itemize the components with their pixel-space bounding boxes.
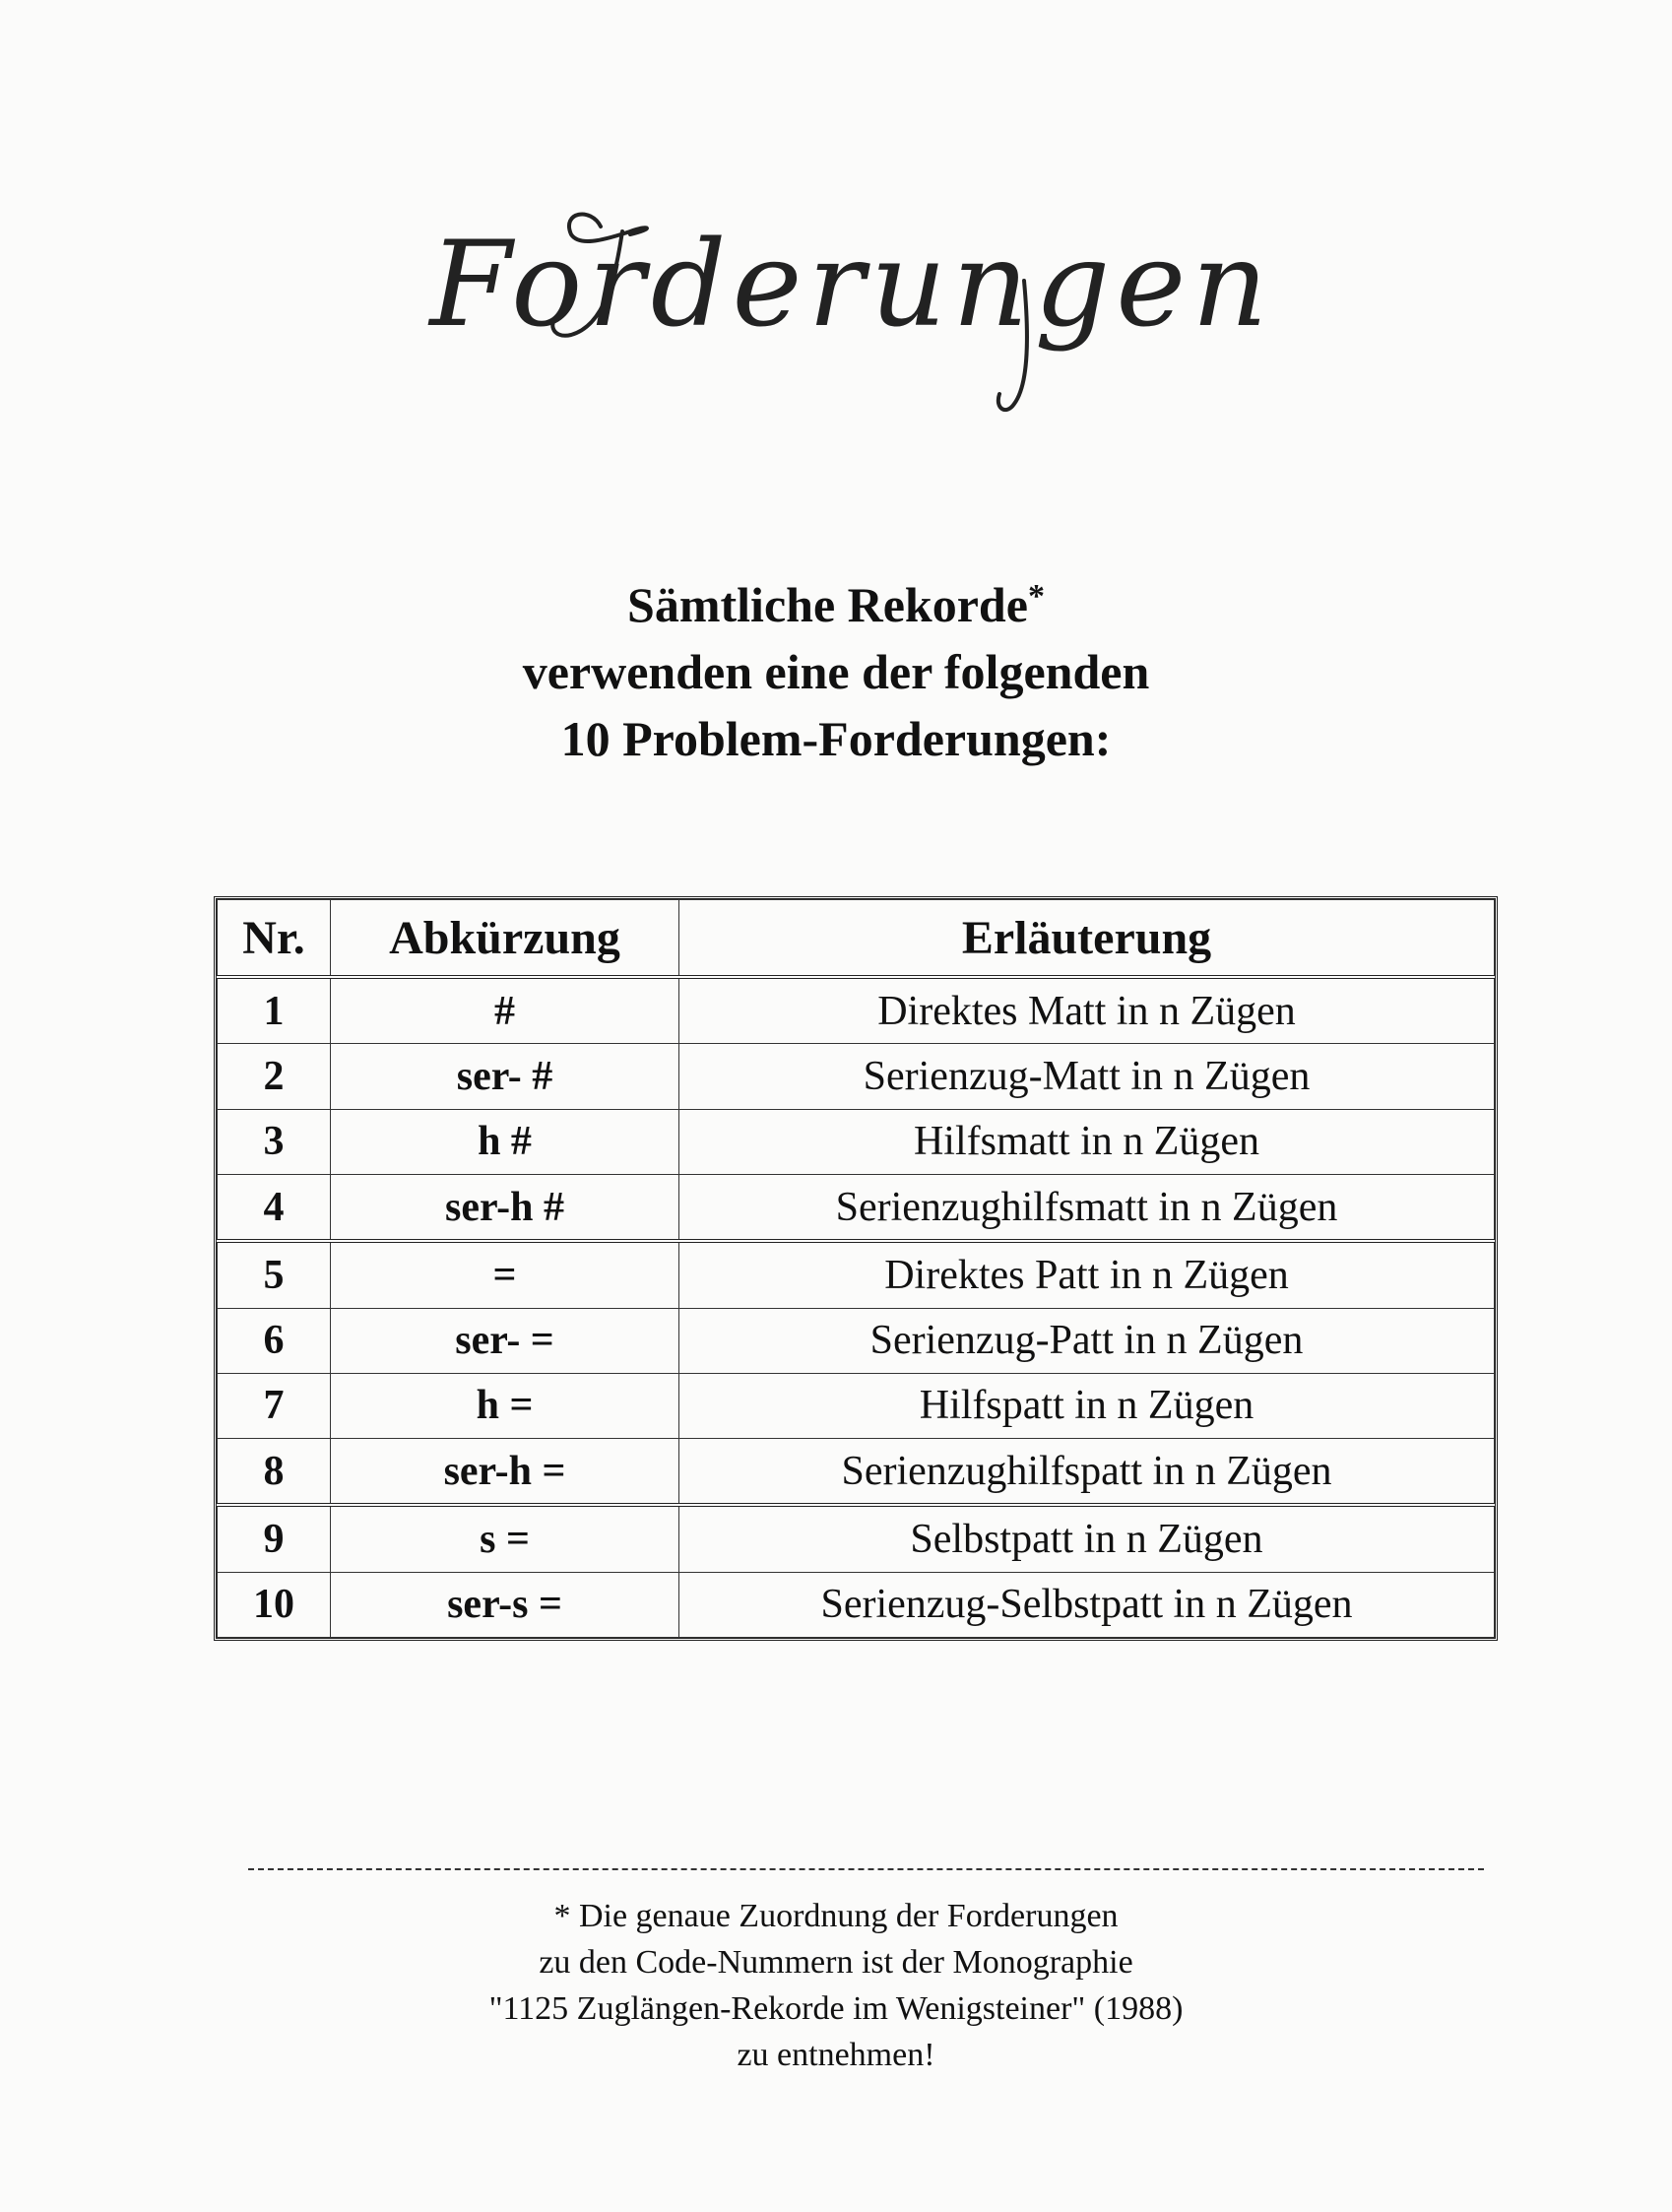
cell-erlaeuterung: Serienzug-Patt in n Zügen bbox=[679, 1308, 1495, 1373]
footnote-line-1: * Die genaue Zuordnung der Forderungen bbox=[553, 1898, 1119, 1934]
table-row bbox=[218, 1241, 1495, 1308]
cell-nr: 8 bbox=[218, 1439, 331, 1506]
column-header-erlaeuterung: Erläuterung bbox=[679, 900, 1495, 978]
cell-nr: 6 bbox=[218, 1308, 331, 1373]
cell-erlaeuterung: Hilfspatt in n Zügen bbox=[679, 1373, 1495, 1438]
cell-nr: 3 bbox=[218, 1109, 331, 1174]
cell-abkuerzung: s = bbox=[331, 1505, 679, 1572]
title-text: Forderungen bbox=[429, 217, 1274, 354]
cell-nr: 10 bbox=[218, 1572, 331, 1637]
column-header-nr: Nr. bbox=[218, 900, 331, 978]
table-row bbox=[218, 1505, 1495, 1572]
cell-erlaeuterung: Serienzug-Selbstpatt in n Zügen bbox=[679, 1572, 1495, 1637]
cell-abkuerzung: ser-h # bbox=[331, 1174, 679, 1241]
column-header-abkuerzung: Abkürzung bbox=[331, 900, 679, 978]
intro-line-1: Sämtliche Rekorde* bbox=[627, 577, 1045, 632]
cell-erlaeuterung: Serienzug-Matt in n Zügen bbox=[679, 1044, 1495, 1109]
cell-nr: 7 bbox=[218, 1373, 331, 1438]
table-row bbox=[218, 1308, 1495, 1373]
table-header-row bbox=[218, 900, 1495, 978]
cell-abkuerzung: ser-h = bbox=[331, 1439, 679, 1506]
intro-text bbox=[0, 571, 1672, 772]
cell-nr: 4 bbox=[218, 1174, 331, 1241]
cell-nr: 5 bbox=[218, 1241, 331, 1308]
footnote-line-3: "1125 Zuglängen-Rekorde im Wenigsteiner" (1988) bbox=[488, 1990, 1184, 2027]
intro-line-3: 10 Problem-Forderungen: bbox=[560, 711, 1112, 766]
cell-erlaeuterung: Selbstpatt in n Zügen bbox=[679, 1505, 1495, 1572]
table-row bbox=[218, 1572, 1495, 1637]
requirements-table bbox=[217, 899, 1495, 1638]
page-title bbox=[0, 187, 1672, 443]
cell-erlaeuterung: Direktes Patt in n Zügen bbox=[679, 1241, 1495, 1308]
cell-nr: 1 bbox=[218, 977, 331, 1044]
cell-nr: 9 bbox=[218, 1505, 331, 1572]
intro-line-2: verwenden eine der folgenden bbox=[522, 644, 1150, 699]
cell-erlaeuterung: Serienzughilfsmatt in n Zügen bbox=[679, 1174, 1495, 1241]
cell-abkuerzung: ser- = bbox=[331, 1308, 679, 1373]
cell-abkuerzung: ser- # bbox=[331, 1044, 679, 1109]
footnote-divider bbox=[248, 1868, 1484, 1870]
cell-abkuerzung: h = bbox=[331, 1373, 679, 1438]
footnote-line-2: zu den Code-Nummern ist der Monographie bbox=[539, 1944, 1133, 1981]
table-row bbox=[218, 1439, 1495, 1506]
cell-nr: 2 bbox=[218, 1044, 331, 1109]
cell-abkuerzung: h # bbox=[331, 1109, 679, 1174]
footnote-line-4: zu entnehmen! bbox=[737, 2037, 935, 2073]
cell-erlaeuterung: Hilfsmatt in n Zügen bbox=[679, 1109, 1495, 1174]
table-row bbox=[218, 1109, 1495, 1174]
cell-erlaeuterung: Direktes Matt in n Zügen bbox=[679, 977, 1495, 1044]
requirements-table-frame bbox=[214, 896, 1498, 1641]
cell-erlaeuterung: Serienzughilfspatt in n Zügen bbox=[679, 1439, 1495, 1506]
table-row bbox=[218, 1044, 1495, 1109]
cell-abkuerzung: # bbox=[331, 977, 679, 1044]
footnote bbox=[0, 1893, 1672, 2078]
table-row bbox=[218, 977, 1495, 1044]
cell-abkuerzung: ser-s = bbox=[331, 1572, 679, 1637]
table-row bbox=[218, 1373, 1495, 1438]
table-row bbox=[218, 1174, 1495, 1241]
cell-abkuerzung: = bbox=[331, 1241, 679, 1308]
footnote-marker: * bbox=[1027, 578, 1045, 615]
